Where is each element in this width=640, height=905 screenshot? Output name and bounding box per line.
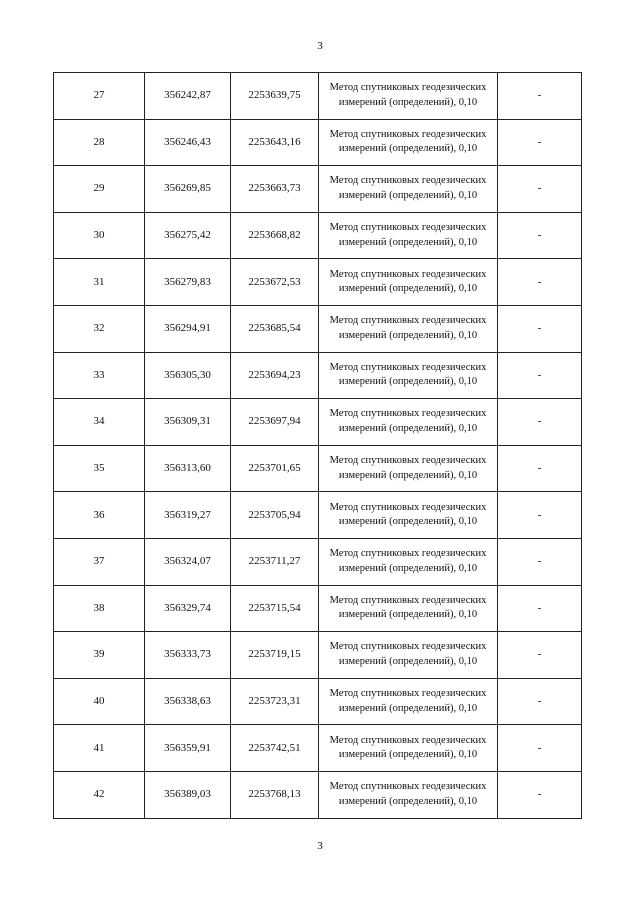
y-coordinate-cell: 2253711,27 (231, 538, 319, 585)
x-coordinate-cell: 356324,07 (145, 538, 231, 585)
point-number-cell: 27 (54, 73, 145, 120)
coordinates-table-body (54, 73, 582, 819)
note-cell: - (498, 492, 582, 539)
point-number-cell: 35 (54, 445, 145, 492)
x-coordinate-cell: 356319,27 (145, 492, 231, 539)
table-row (54, 632, 582, 679)
y-coordinate-cell: 2253663,73 (231, 166, 319, 213)
table-row (54, 352, 582, 399)
note-cell: - (498, 212, 582, 259)
point-number-cell: 34 (54, 399, 145, 446)
note-cell: - (498, 119, 582, 166)
point-number-cell: 42 (54, 771, 145, 818)
table-row (54, 305, 582, 352)
y-coordinate-cell: 2253705,94 (231, 492, 319, 539)
method-accuracy-cell: Метод спутниковых геодезических измерений (определений), 0,10 (319, 166, 498, 213)
table-row (54, 538, 582, 585)
point-number-cell: 30 (54, 212, 145, 259)
x-coordinate-cell: 356242,87 (145, 73, 231, 120)
point-number-cell: 33 (54, 352, 145, 399)
x-coordinate-cell: 356269,85 (145, 166, 231, 213)
point-number-cell: 41 (54, 725, 145, 772)
y-coordinate-cell: 2253672,53 (231, 259, 319, 306)
point-number-cell: 40 (54, 678, 145, 725)
note-cell: - (498, 305, 582, 352)
note-cell: - (498, 678, 582, 725)
page-number-top: 3 (317, 40, 323, 52)
y-coordinate-cell: 2253701,65 (231, 445, 319, 492)
note-cell: - (498, 399, 582, 446)
point-number-cell: 32 (54, 305, 145, 352)
note-cell: - (498, 585, 582, 632)
x-coordinate-cell: 356389,03 (145, 771, 231, 818)
x-coordinate-cell: 356333,73 (145, 632, 231, 679)
y-coordinate-cell: 2253715,54 (231, 585, 319, 632)
point-number-cell: 29 (54, 166, 145, 213)
x-coordinate-cell: 356309,31 (145, 399, 231, 446)
method-accuracy-cell: Метод спутниковых геодезических измерений (определений), 0,10 (319, 399, 498, 446)
table-row (54, 212, 582, 259)
x-coordinate-cell: 356329,74 (145, 585, 231, 632)
y-coordinate-cell: 2253719,15 (231, 632, 319, 679)
table-row (54, 73, 582, 120)
method-accuracy-cell: Метод спутниковых геодезических измерений (определений), 0,10 (319, 445, 498, 492)
point-number-cell: 37 (54, 538, 145, 585)
table-row (54, 492, 582, 539)
x-coordinate-cell: 356294,91 (145, 305, 231, 352)
method-accuracy-cell: Метод спутниковых геодезических измерений (определений), 0,10 (319, 212, 498, 259)
y-coordinate-cell: 2253668,82 (231, 212, 319, 259)
method-accuracy-cell: Метод спутниковых геодезических измерений (определений), 0,10 (319, 678, 498, 725)
note-cell: - (498, 73, 582, 120)
x-coordinate-cell: 356275,42 (145, 212, 231, 259)
page-number-bottom: 3 (317, 840, 323, 852)
y-coordinate-cell: 2253697,94 (231, 399, 319, 446)
y-coordinate-cell: 2253685,54 (231, 305, 319, 352)
note-cell: - (498, 445, 582, 492)
note-cell: - (498, 352, 582, 399)
table-row (54, 678, 582, 725)
x-coordinate-cell: 356313,60 (145, 445, 231, 492)
note-cell: - (498, 166, 582, 213)
point-number-cell: 39 (54, 632, 145, 679)
method-accuracy-cell: Метод спутниковых геодезических измерений (определений), 0,10 (319, 305, 498, 352)
method-accuracy-cell: Метод спутниковых геодезических измерений (определений), 0,10 (319, 632, 498, 679)
y-coordinate-cell: 2253694,23 (231, 352, 319, 399)
table-row (54, 585, 582, 632)
note-cell: - (498, 725, 582, 772)
x-coordinate-cell: 356279,83 (145, 259, 231, 306)
point-number-cell: 28 (54, 119, 145, 166)
table-row (54, 166, 582, 213)
table-row (54, 399, 582, 446)
y-coordinate-cell: 2253643,16 (231, 119, 319, 166)
method-accuracy-cell: Метод спутниковых геодезических измерений (определений), 0,10 (319, 725, 498, 772)
method-accuracy-cell: Метод спутниковых геодезических измерений (определений), 0,10 (319, 538, 498, 585)
x-coordinate-cell: 356305,30 (145, 352, 231, 399)
point-number-cell: 38 (54, 585, 145, 632)
method-accuracy-cell: Метод спутниковых геодезических измерений (определений), 0,10 (319, 259, 498, 306)
x-coordinate-cell: 356338,63 (145, 678, 231, 725)
x-coordinate-cell: 356246,43 (145, 119, 231, 166)
note-cell: - (498, 632, 582, 679)
y-coordinate-cell: 2253768,13 (231, 771, 319, 818)
table-row (54, 445, 582, 492)
note-cell: - (498, 771, 582, 818)
method-accuracy-cell: Метод спутниковых геодезических измерений (определений), 0,10 (319, 771, 498, 818)
table-row (54, 259, 582, 306)
y-coordinate-cell: 2253639,75 (231, 73, 319, 120)
note-cell: - (498, 538, 582, 585)
point-number-cell: 36 (54, 492, 145, 539)
y-coordinate-cell: 2253742,51 (231, 725, 319, 772)
x-coordinate-cell: 356359,91 (145, 725, 231, 772)
coordinates-table (53, 72, 582, 819)
note-cell: - (498, 259, 582, 306)
method-accuracy-cell: Метод спутниковых геодезических измерений (определений), 0,10 (319, 352, 498, 399)
table-row (54, 119, 582, 166)
y-coordinate-cell: 2253723,31 (231, 678, 319, 725)
table-row (54, 725, 582, 772)
point-number-cell: 31 (54, 259, 145, 306)
method-accuracy-cell: Метод спутниковых геодезических измерений (определений), 0,10 (319, 119, 498, 166)
table-row (54, 771, 582, 818)
method-accuracy-cell: Метод спутниковых геодезических измерений (определений), 0,10 (319, 585, 498, 632)
method-accuracy-cell: Метод спутниковых геодезических измерений (определений), 0,10 (319, 492, 498, 539)
method-accuracy-cell: Метод спутниковых геодезических измерений (определений), 0,10 (319, 73, 498, 120)
